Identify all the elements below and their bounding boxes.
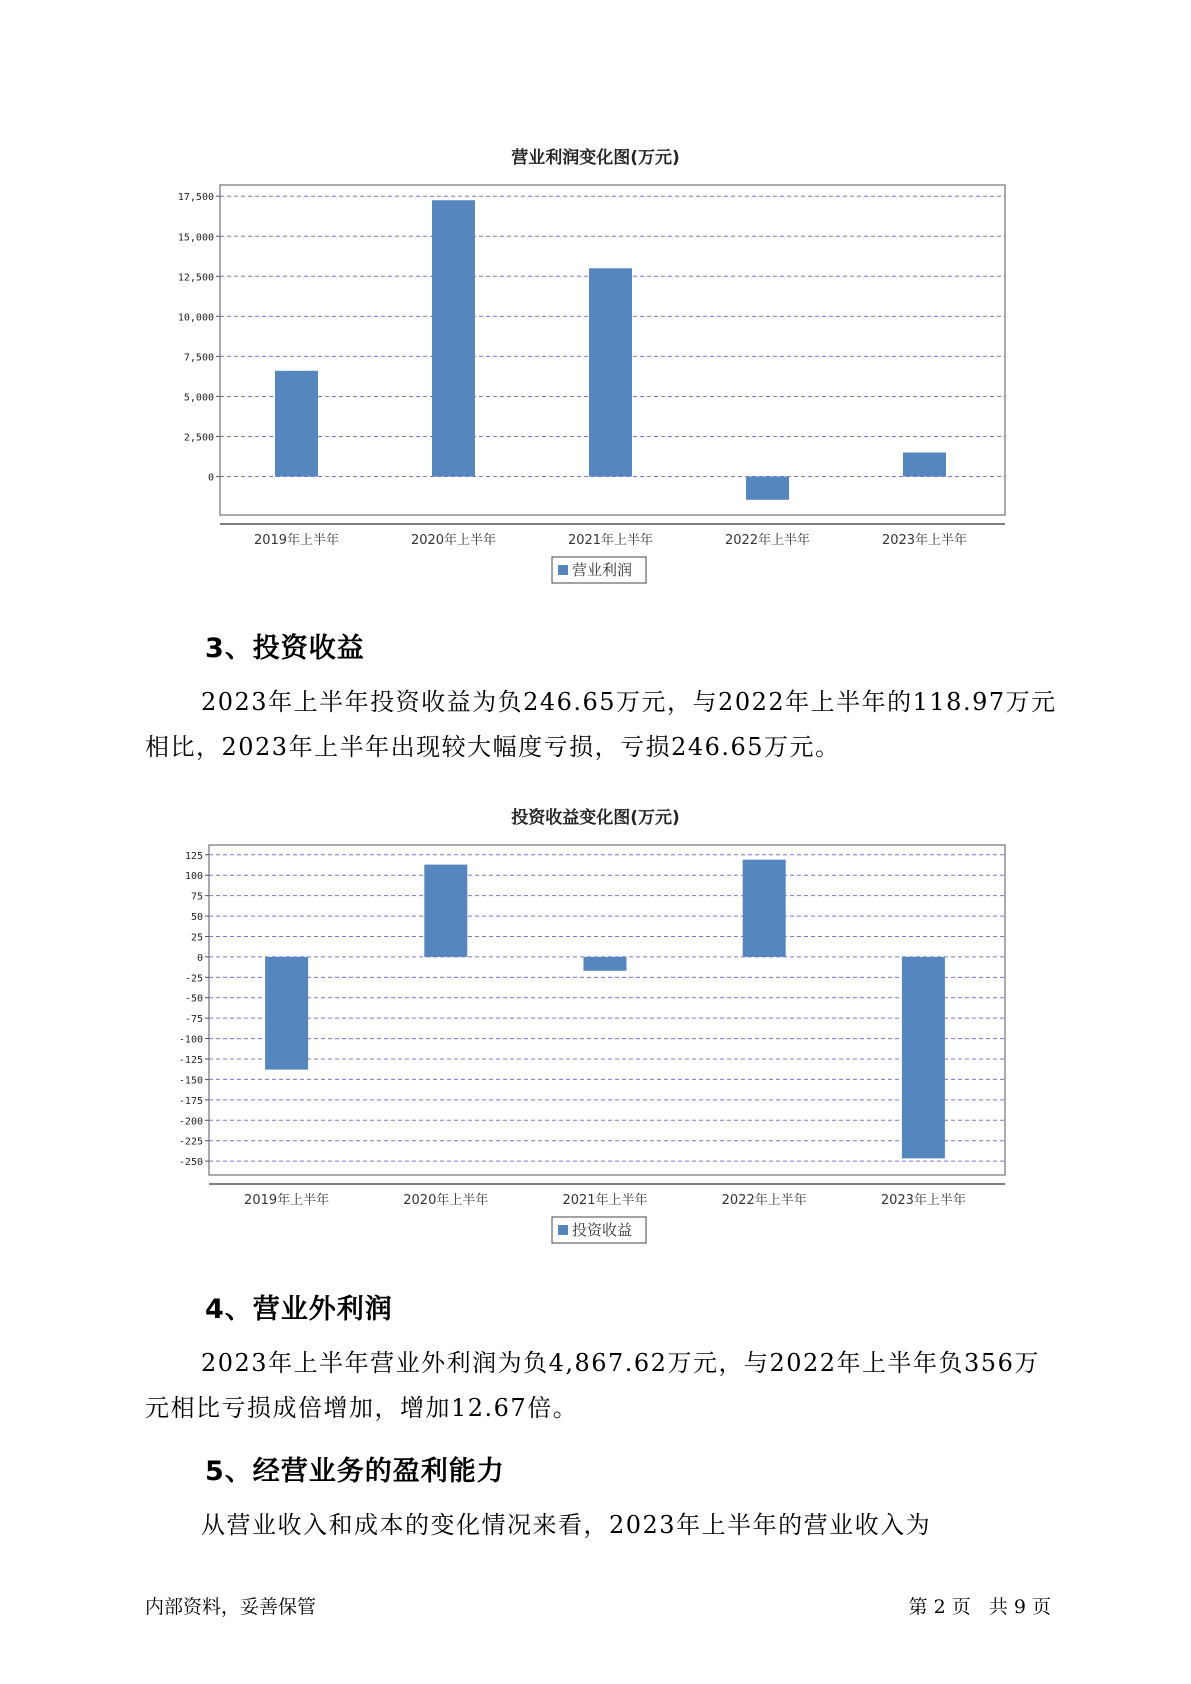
legend-swatch xyxy=(558,1225,568,1235)
x-tick-label: 2022年上半年 xyxy=(724,533,811,548)
paragraph-profitability: 从营业收入和成本的变化情况来看，2023年上半年的营业收入为 xyxy=(201,1511,932,1539)
y-tick-label: 10,000 xyxy=(177,312,214,324)
y-tick-label: 5,000 xyxy=(183,392,214,404)
x-tick-label: 2020年上半年 xyxy=(403,1193,489,1208)
x-tick-label: 2022年上半年 xyxy=(721,1193,807,1208)
y-tick-label: 12,500 xyxy=(177,272,214,284)
y-tick-label: 0 xyxy=(196,952,203,964)
y-tick-label: 0 xyxy=(207,472,214,484)
legend-swatch xyxy=(558,565,568,575)
y-tick-label: -200 xyxy=(178,1116,203,1128)
chart-title-investment-income: 投资收益变化图(万元) xyxy=(511,808,680,828)
x-tick-label: 2019年上半年 xyxy=(244,1193,330,1208)
bar xyxy=(275,371,318,477)
bar xyxy=(424,865,467,957)
paragraph-investment-income: 2023年上半年投资收益为负246.65万元，与2022年上半年的118.97万元相比，2023年上半年出现较大幅度亏损，亏损246.65万元。 xyxy=(145,688,1057,761)
bar xyxy=(903,453,946,477)
y-tick-label: 25 xyxy=(190,932,203,944)
y-tick-label: -100 xyxy=(178,1034,203,1046)
y-tick-label: -125 xyxy=(178,1055,203,1067)
bar xyxy=(265,957,308,1070)
y-tick-label: 2,500 xyxy=(183,432,214,444)
bar xyxy=(743,860,786,957)
plot-area xyxy=(209,845,1005,1175)
footer-confidential-note: 内部资料，妥善保管 xyxy=(145,1596,317,1618)
y-tick-label: -250 xyxy=(178,1157,203,1169)
y-tick-label: 125 xyxy=(184,850,203,862)
bar xyxy=(746,477,789,500)
y-tick-label: -50 xyxy=(184,993,203,1005)
bar xyxy=(589,268,632,476)
y-tick-label: -175 xyxy=(178,1095,203,1107)
bar xyxy=(902,957,945,1158)
section-heading-non-operating-profit: 4、营业外利润 xyxy=(205,1294,393,1325)
operating-profit-chart xyxy=(0,175,1191,590)
x-tick-label: 2021年上半年 xyxy=(567,533,654,548)
y-tick-label: 7,500 xyxy=(183,352,214,364)
y-tick-label: -25 xyxy=(184,973,203,985)
y-tick-label: 75 xyxy=(190,891,203,903)
x-tick-label: 2019年上半年 xyxy=(253,533,340,548)
chart-title-operating-profit: 营业利润变化图(万元) xyxy=(511,148,680,168)
bar xyxy=(584,957,627,971)
y-tick-label: -150 xyxy=(178,1075,203,1087)
x-tick-label: 2020年上半年 xyxy=(410,533,497,548)
section-heading-profitability: 5、经营业务的盈利能力 xyxy=(205,1456,505,1487)
x-tick-label: 2023年上半年 xyxy=(880,1193,966,1208)
footer-page-number: 第 2 页 共 9 页 xyxy=(908,1596,1051,1618)
paragraph-non-operating-profit: 2023年上半年营业外利润为负4,867.62万元，与2022年上半年负356万元相比亏损成倍增加，增加12.67倍。 xyxy=(145,1349,1040,1422)
legend-label: 投资收益 xyxy=(572,1221,633,1239)
y-tick-label: 15,000 xyxy=(177,232,214,244)
y-tick-label: 50 xyxy=(190,912,203,924)
investment-income-chart xyxy=(0,835,1191,1250)
bar xyxy=(432,200,475,476)
x-tick-label: 2023年上半年 xyxy=(881,533,968,548)
x-tick-label: 2021年上半年 xyxy=(562,1193,648,1208)
y-tick-label: 100 xyxy=(184,871,203,883)
y-tick-label: -75 xyxy=(184,1014,203,1026)
y-tick-label: -225 xyxy=(178,1136,203,1148)
section-heading-investment-income: 3、投资收益 xyxy=(205,633,365,664)
legend-label: 营业利润 xyxy=(572,561,633,579)
y-tick-label: 17,500 xyxy=(177,192,214,204)
